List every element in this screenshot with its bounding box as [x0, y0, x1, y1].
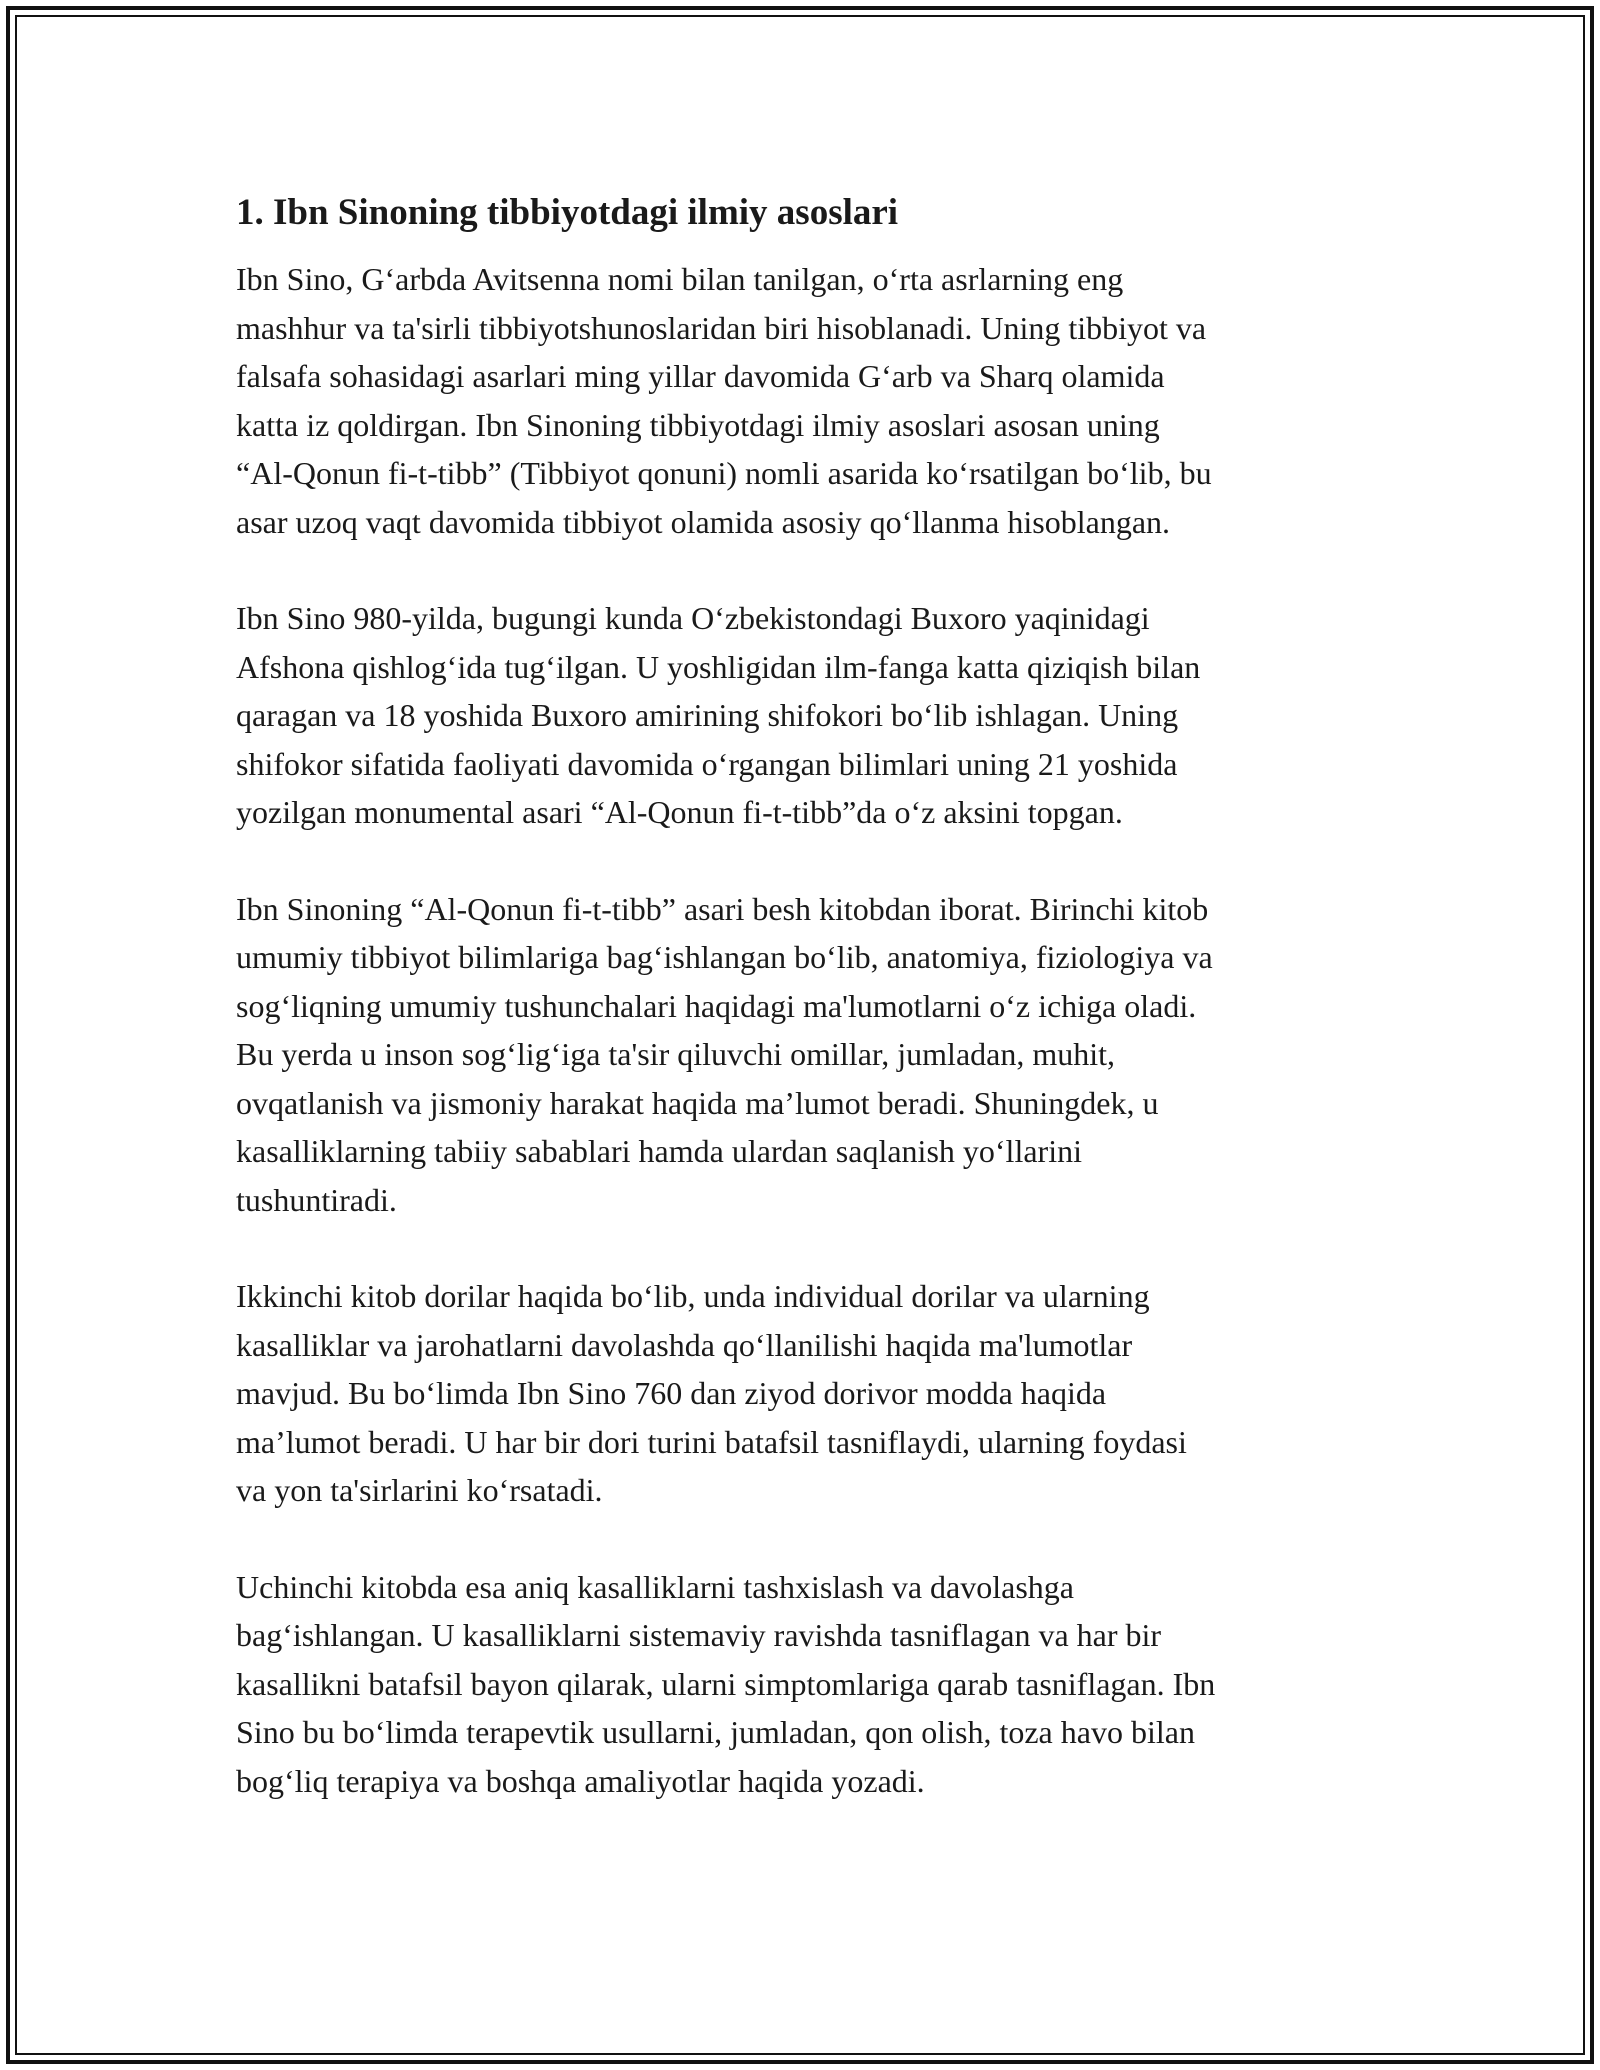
- text-line: sog‘liqning umumiy tushunchalari haqidagi ma'lumotlarni o‘z ichiga oladi.: [236, 987, 1197, 1024]
- text-line: Bu yerda u inson sog‘lig‘iga ta'sir qiluvchi omillar, jumladan, muhit,: [236, 1036, 1116, 1072]
- document-body: [236, 185, 1366, 1853]
- text-line: Ibn Sinoning “Al-Qonun fi-t-tibb” asari besh kitobdan iborat. Birinchi kitob: [236, 890, 1209, 927]
- text-line: kasallikni batafsil bayon qilarak, ularni simptomlariga qarab tasniflagan. Ibn: [236, 1665, 1216, 1702]
- text-line: “Al-Qonun fi-t-tibb” (Tibbiyot qonuni) nomli asarida ko‘rsatilgan bo‘lib, bu: [236, 455, 1212, 491]
- text-line: Ibn Sino, G‘arbda Avitsenna nomi bilan tanilgan, o‘rta asrlarning eng: [236, 261, 1124, 297]
- text-line: bag‘ishlangan. U kasalliklarni sistemaviy ravishda tasniflagan va har bir: [236, 1617, 1162, 1653]
- text-line: yozilgan monumental asari “Al-Qonun fi-t-tibb”da o‘z aksini topgan.: [236, 794, 1123, 830]
- paragraph: [236, 594, 1366, 837]
- text-line: mashhur va ta'sirli tibbiyotshunoslaridan biri hisoblanadi. Uning tibbiyot va: [236, 309, 1207, 346]
- text-line: Uchinchi kitobda esa aniq kasalliklarni tashxislash va davolashga: [236, 1568, 1074, 1605]
- text-line: ovqatlanish va jismoniy harakat haqida ma’lumot beradi. Shuningdek, u: [236, 1084, 1159, 1121]
- paragraph: [236, 885, 1366, 1225]
- text-line: Afshona qishlog‘ida tug‘ilgan. U yoshligidan ilm-fanga katta qiziqish bilan: [236, 648, 1201, 685]
- text-line: kasalliklar va jarohatlarni davolashda qo‘llanilishi haqida ma'lumotlar: [236, 1326, 1133, 1363]
- text-line: ma’lumot beradi. U har bir dori turini batafsil tasniflaydi, ularning foydasi: [236, 1423, 1187, 1460]
- text-line: Sino bu bo‘limda terapevtik usullarni, jumladan, qon olish, toza havo bilan: [236, 1714, 1195, 1750]
- text-line: katta iz qoldirgan. Ibn Sinoning tibbiyotdagi ilmiy asoslari asosan uning: [236, 406, 1160, 443]
- text-line: shifokor sifatida faoliyati davomida o‘rgangan bilimlari uning 21 yoshida: [236, 745, 1178, 782]
- text-line: tushuntiradi.: [236, 1181, 397, 1218]
- text-line: falsafa sohasidagi asarlari ming yillar davomida G‘arb va Sharq olamida: [236, 358, 1165, 394]
- paragraph: [236, 1272, 1366, 1515]
- text-line: qaragan va 18 yoshida Buxoro amirining shifokori bo‘lib ishlagan. Uning: [236, 697, 1179, 733]
- text-line: umumiy tibbiyot bilimlariga bag‘ishlangan bo‘lib, anatomiya, fiziologiya va: [236, 939, 1213, 975]
- text-line: Ibn Sino 980-yilda, bugungi kunda O‘zbekistondagi Buxoro yaqinidagi: [236, 600, 1150, 636]
- text-line: bog‘liq terapiya va boshqa amaliyotlar haqida yozadi.: [236, 1762, 925, 1799]
- text-line: va yon ta'sirlarini ko‘rsatadi.: [236, 1472, 603, 1508]
- paragraph: [236, 1563, 1366, 1806]
- section-heading: 1. Ibn Sinoning tibbiyotdagi ilmiy asoslari: [236, 192, 899, 233]
- text-line: kasalliklarning tabiiy sabablari hamda ulardan saqlanish yo‘llarini: [236, 1133, 1082, 1169]
- paragraph: [236, 255, 1366, 546]
- text-line: asar uzoq vaqt davomida tibbiyot olamida asosiy qo‘llanma hisoblangan.: [236, 503, 1171, 540]
- text-line: Ikkinchi kitob dorilar haqida bo‘lib, unda individual dorilar va ularning: [236, 1278, 1150, 1314]
- text-line: mavjud. Bu bo‘limda Ibn Sino 760 dan ziyod dorivor modda haqida: [236, 1375, 1107, 1411]
